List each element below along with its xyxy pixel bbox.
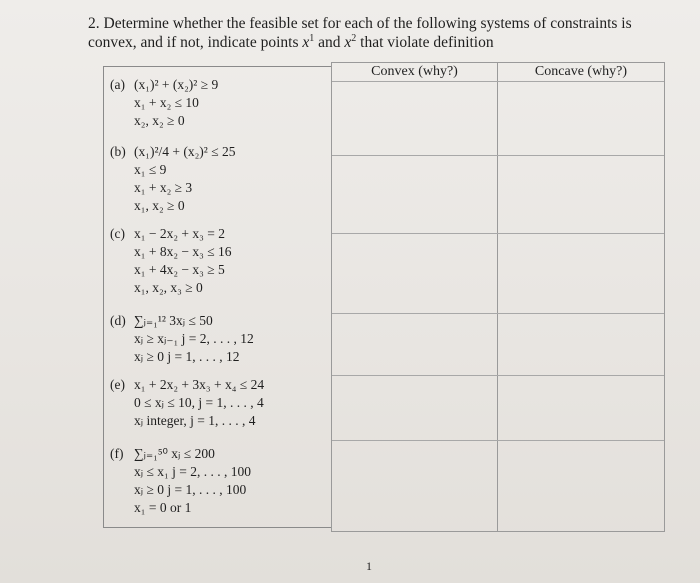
constraint-f: (f) ∑ⱼ₌₁⁵⁰ xⱼ ≤ 200 xⱼ ≤ x₁ j = 2, . . . , 100 xⱼ ≥ 0 j = 1, . . . , 100 x₁ = 0 or 1 — [110, 446, 251, 515]
question-line-1: 2. Determine whether the feasible set for each of the following systems of constraints is — [88, 15, 632, 32]
row-rule — [332, 233, 664, 234]
row-rule — [332, 155, 664, 156]
question-line-2: convex, and if not, indicate points $x^1$ and $x^2$ that violate definition — [88, 32, 494, 51]
constraint-b: (b) (x₁)²/4 + (x₂)² ≤ 25 x₁ ≤ 9 x₁ + x₂ ≥ 3 x₁, x₂ ≥ 0 — [110, 144, 236, 213]
row-rule — [332, 440, 664, 441]
row-rule — [332, 375, 664, 376]
column-header-convex: Convex (why?) — [371, 64, 458, 79]
constraint-a: (a) (x₁)² + (x₂)² ≥ 9 x₁ + x₂ ≤ 10 x₂, x₂ ≥ 0 — [110, 77, 219, 128]
constraint-c: (c) x₁ − 2x₂ + x₃ = 2 x₁ + 8x₂ − x₃ ≤ 16 x₁ + 4x₂ − x₃ ≥ 5 x₁, x₂, x₃ ≥ 0 — [110, 226, 232, 295]
constraint-d: (d) ∑ⱼ₌₁¹² 3xⱼ ≤ 50 xⱼ ≥ xⱼ₋₁ j = 2, . . . , 12 xⱼ ≥ 0 j = 1, . . . , 12 — [110, 313, 254, 364]
column-divider — [497, 63, 498, 531]
header-rule — [332, 81, 664, 82]
column-header-concave: Concave (why?) — [534, 64, 628, 79]
question-text — [88, 14, 688, 52]
constraint-e: (e) x₁ + 2x₂ + 3x₃ + x₄ ≤ 24 0 ≤ xⱼ ≤ 10, j = 1, . . . , 4 xⱼ integer, j = 1, . . . , 4 — [110, 377, 265, 428]
answer-grid — [331, 62, 665, 532]
page-number: 1 — [366, 559, 372, 573]
row-rule — [332, 313, 664, 314]
